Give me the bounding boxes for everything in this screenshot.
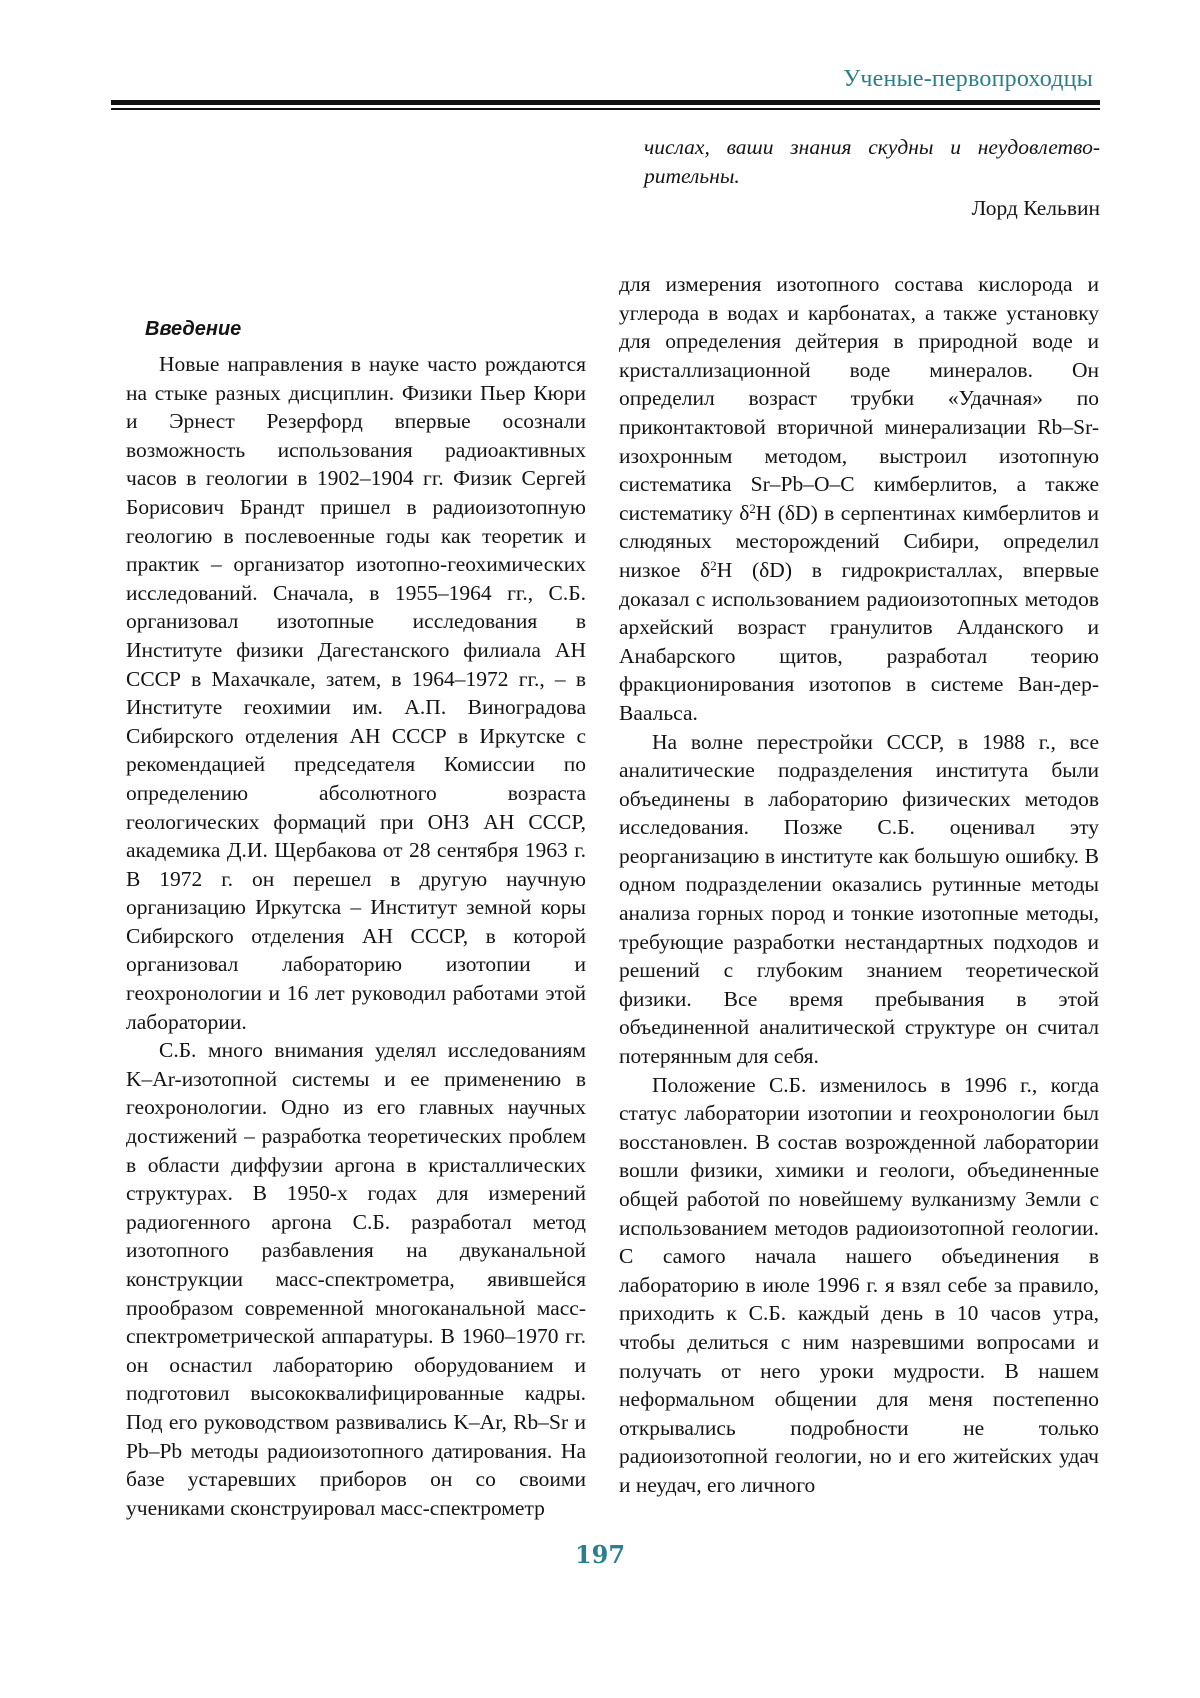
- section-heading: Введение: [145, 318, 242, 340]
- header-rule-thick: [111, 100, 1100, 105]
- left-column: [126, 350, 586, 1522]
- paragraph: На волне перестройки СССР, в 1988 г., все аналитические подразделения института были объединены в лабораторию физических методов исследования. Позже С.Б. оценивал эту реорганизацию в институте как большую ошибку. В одном подразделении оказались рутинные методы анализа горных пород и тонкие изотопные методы, требующие разработки нестандартных подходов и решений с глубоким знанием теоретической физики. Все время пребывания в этой объединенной аналитической структуре он считал потерянным для себя.: [619, 729, 1099, 1069]
- epigraph-text: числах, ваши знания скудны и неудовлетво-рительны.: [644, 135, 1100, 188]
- running-title: Ученые-первопроходцы: [843, 66, 1093, 92]
- epigraph-author: Лорд Кельвин: [971, 196, 1100, 220]
- text-run: для измерения изотопного состава кислорода и углерода в водах и карбонатах, а также установку для определения дейтерия в природной воде и кристаллизационной воде минералов. Он определил возраст трубки «Удачная» по приконтактовой вторичной минерализации Rb–Sr-изохронным методом, выстроил изотопную систематика Sr–Pb–O–C кимберлитов, а также систематику δ: [619, 272, 1099, 525]
- right-column: [619, 270, 1099, 1500]
- page-number: 197: [574, 1540, 626, 1569]
- header-rule-thin: [111, 108, 1100, 110]
- epigraph: [644, 133, 1100, 223]
- paragraph-continued: [619, 270, 1099, 728]
- paragraph: С.Б. много внимания уделял исследованиям K–Ar-изотопной системы и ее применению в геохронологии. Одно из его главных научных достижений – разработка теоретических проблем в области диффузии аргона в кристаллических структурах. В 1950-х годах для измерений радиогенного аргона С.Б. разработал метод изотопного разбавления на двуканальной конструкции масс-спектрометра, явившейся прообразом современной многоканальной масс-спектрометрической аппаратуры. В 1960–1970 гг. он оснастил лабораторию оборудованием и подготовил высококвалифицированные кадры. Под его руководством развивались K–Ar, Rb–Sr и Pb–Pb методы радиоизотопного датирования. На базе устаревших приборов он со своими учениками сконструировал масс-спектрометр: [126, 1038, 586, 1520]
- text-run: H (δD) в гидрокристаллах, впервые доказал с использованием радиоизотопных методов архейский возраст гранулитов Алданского и Анабарского щитов, разработал теорию фракционирования изотопов в системе Ван-дер-Ваальса.: [619, 557, 1099, 725]
- paragraph: Новые направления в науке часто рождаются на стыке разных дисциплин. Физики Пьер Кюри и Эрнест Резерфорд впервые осознали возможность использования радиоактивных часов в геологии в 1902–1904 гг. Физик Сергей Борисович Брандт пришел в радиоизотопную геологию в послевоенные годы как теоретик и практик – организатор изотопно-геохимических исследований. Сначала, в 1955–1964 гг., С.Б. организовал изотопные исследования в Институте физики Дагестанского филиала АН СССР в Махачкале, затем, в 1964–1972 гг., – в Институте геохимии им. А.П. Виноградова Сибирского отделения АН СССР в Иркутске с рекомендацией председателя Комиссии по определению абсолютного возраста геологических формаций при ОНЗ АН СССР, академика Д.И. Щербакова от 28 сентября 1963 г. В 1972 г. он перешел в другую научную организацию Иркутска – Институт земной коры Сибирского отделения АН СССР, в которой организовал лабораторию изотопии и геохронологии и 16 лет руководил работами этой лаборатории.: [126, 352, 586, 1034]
- superscript: 2: [710, 558, 717, 573]
- text-run: H (δD) в серпентинах кимберлитов и слюдяных месторождений Сибири, определил низкое δ: [619, 500, 1099, 582]
- superscript: 2: [749, 501, 756, 516]
- paragraph: Положение С.Б. изменилось в 1996 г., когда статус лаборатории изотопии и геохронологии был восстановлен. В состав возрожденной лаборатории вошли физики, химики и геологи, объединенные общей работой по новейшему вулканизму Земли с использованием методов радиоизотопной геологии. С самого начала нашего объединения в лабораторию в июле 1996 г. я взял себе за правило, приходить к С.Б. каждый день в 10 часов утра, чтобы делиться с ним назревшими вопросами и получать от него уроки мудрости. В нашем неформальном общении для меня постепенно открывались подробности не только радиоизотопной геологии, но и его житейских удач и неудач, его личного: [619, 1072, 1099, 1497]
